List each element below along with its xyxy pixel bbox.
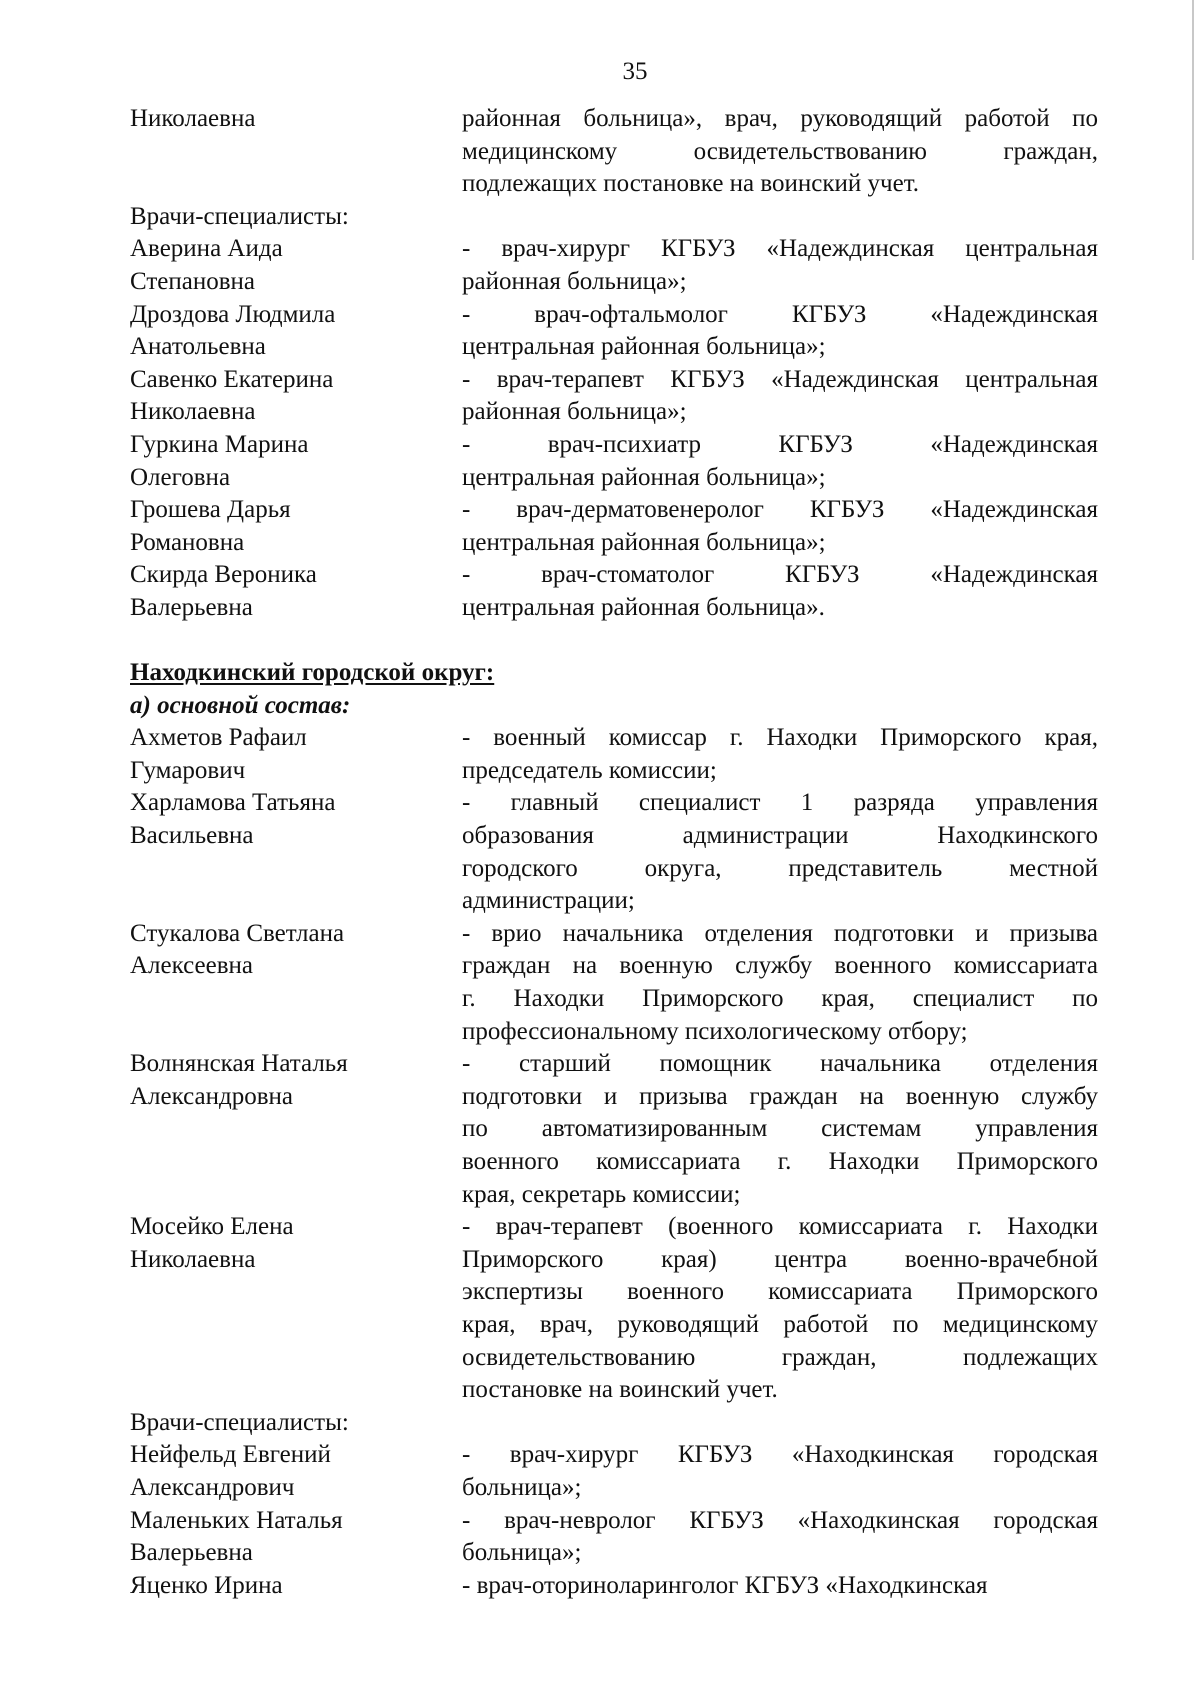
- desc-line: больница»;: [462, 1539, 582, 1567]
- entry-row: [130, 233, 1098, 298]
- name-line: Олеговна: [130, 463, 231, 491]
- name-line: Валерьевна: [130, 593, 253, 621]
- desc-line: края, секретарь комиссии;: [462, 1180, 741, 1208]
- name-line: Гуркина Марина: [130, 430, 309, 458]
- entry-row: [130, 787, 1098, 917]
- entry-continuation: [130, 103, 1098, 201]
- name-line: Николаевна: [130, 1245, 256, 1273]
- entry-description: [462, 918, 1098, 1048]
- entry-description: [462, 1439, 1098, 1504]
- desc-line: постановке на воинский учет.: [462, 1376, 778, 1404]
- name-line: Харламова Татьяна: [130, 789, 336, 817]
- entry-name: [130, 559, 462, 624]
- entry-row: [130, 429, 1098, 494]
- entry-name: [130, 233, 462, 298]
- desc-line: экспертизы военного комиссариата Приморского: [462, 1278, 1098, 1306]
- name-line: Стукалова Светлана: [130, 919, 345, 947]
- entry-row: [130, 1505, 1098, 1570]
- name-line: Савенко Екатерина: [130, 365, 334, 393]
- desc-line: военного комиссариата г. Находки Приморского: [462, 1148, 1098, 1175]
- desc-line: образования администрации Находкинского: [462, 822, 1098, 850]
- desc-line: - врач-офтальмолог КГБУЗ «Надеждинская: [462, 300, 1098, 328]
- entry-description: [462, 559, 1098, 624]
- desc-line: - врач-хирург КГБУЗ «Надеждинская центральная: [462, 235, 1098, 263]
- desc-line: - старший помощник начальника отделения: [462, 1050, 1098, 1078]
- desc-line: председатель комиссии;: [462, 756, 717, 784]
- name-line: Маленьких Наталья: [130, 1506, 343, 1534]
- entry-row: [130, 1211, 1098, 1407]
- name-line: Степановна: [130, 267, 255, 295]
- desc-line: подготовки и призыва граждан на военную службу: [462, 1082, 1098, 1110]
- desc-line: подлежащих постановке на воинский учет.: [462, 170, 920, 198]
- entry-name: [130, 787, 462, 852]
- entry-row: [130, 1439, 1098, 1504]
- entry-description: [462, 1048, 1098, 1211]
- name-line: Аверина Аида: [130, 235, 283, 263]
- entry-description: [462, 787, 1098, 917]
- name-line: Грошева Дарья: [130, 496, 291, 524]
- entry-name: [130, 1505, 462, 1570]
- entry-description: [462, 494, 1098, 559]
- desc-line: - врио начальника отделения подготовки и призыва: [462, 919, 1098, 947]
- specialists-label: Врачи-специалисты:: [130, 1408, 349, 1436]
- entry-row: [130, 494, 1098, 559]
- entry-description: [462, 1505, 1098, 1570]
- specialists-label-row: [130, 201, 1098, 234]
- desc-line: центральная районная больница»;: [462, 333, 826, 361]
- specialists-label: Врачи-специалисты:: [130, 202, 349, 230]
- name-line: Романовна: [130, 528, 245, 556]
- specialists-list: [130, 1439, 1098, 1602]
- entry-description: [462, 429, 1098, 494]
- name-line: Волнянская Наталья: [130, 1050, 348, 1078]
- page-number: 35: [622, 58, 648, 85]
- specialists-list: [130, 233, 1098, 624]
- spacer: [130, 625, 1098, 658]
- entry-name: [130, 494, 462, 559]
- desc-line: профессиональному психологическому отбору;: [462, 1017, 968, 1045]
- members-list: [130, 722, 1098, 1406]
- entry-row: [130, 559, 1098, 624]
- entry-description: [462, 233, 1098, 298]
- name-line: Мосейко Елена: [130, 1213, 294, 1241]
- name-line: Анатольевна: [130, 333, 266, 361]
- name-line: Скирда Вероника: [130, 561, 317, 589]
- entry-description: [462, 722, 1098, 787]
- name-line: Дроздова Людмила: [130, 300, 336, 328]
- desc-line: - врач-дерматовенеролог КГБУЗ «Надеждинская: [462, 496, 1098, 524]
- name-line: Александровна: [130, 1082, 294, 1110]
- entry-row: [130, 299, 1098, 364]
- desc-line: - главный специалист 1 разряда управления: [462, 789, 1098, 817]
- name-line: Ахметов Рафаил: [130, 724, 307, 752]
- desc-line: - врач-терапевт КГБУЗ «Надеждинская центральная: [462, 365, 1098, 393]
- section-subtitle-row: [130, 690, 1098, 723]
- entry-name: [130, 103, 462, 136]
- scan-edge-line: [1192, 0, 1194, 260]
- entry-name: [130, 722, 462, 787]
- entry-row: [130, 722, 1098, 787]
- entry-description: [462, 299, 1098, 364]
- desc-line: освидетельствованию граждан, подлежащих: [462, 1343, 1098, 1371]
- desc-line: центральная районная больница».: [462, 593, 825, 621]
- desc-line: г. Находки Приморского края, специалист по: [462, 985, 1098, 1013]
- desc-line: - военный комиссар г. Находки Приморского края,: [462, 724, 1098, 752]
- entry-description: [462, 1211, 1098, 1407]
- desc-line: Приморского края) центра военно-врачебной: [462, 1245, 1098, 1273]
- entry-name: [130, 364, 462, 429]
- name-line: Александрович: [130, 1473, 295, 1501]
- desc-line: районная больница»;: [462, 398, 687, 426]
- name-line: Валерьевна: [130, 1539, 253, 1567]
- desc-line: - врач-стоматолог КГБУЗ «Надеждинская: [462, 561, 1098, 589]
- section-title: Находкинский городской округ:: [130, 659, 495, 687]
- desc-line: - врач-психиатр КГБУЗ «Надеждинская: [462, 430, 1098, 458]
- document-body: [130, 103, 1098, 1602]
- desc-line: городского округа, представитель местной: [462, 854, 1098, 882]
- entry-name: [130, 1211, 462, 1276]
- name-line: Николаевна: [130, 105, 256, 132]
- entry-row: [130, 1570, 1098, 1603]
- entry-row: [130, 1048, 1098, 1211]
- desc-line: администрации;: [462, 887, 635, 915]
- name-line: Николаевна: [130, 398, 256, 426]
- name-line: Васильевна: [130, 822, 254, 850]
- section-title-row: [130, 657, 1098, 690]
- entry-description: [462, 1570, 1098, 1603]
- entry-description: [462, 364, 1098, 429]
- desc-line: края, врач, руководящий работой по медицинскому: [462, 1310, 1098, 1338]
- desc-line: больница»;: [462, 1473, 582, 1501]
- entry-description: [462, 103, 1098, 201]
- entry-row: [130, 918, 1098, 1048]
- desc-line: центральная районная больница»;: [462, 528, 826, 556]
- entry-row: [130, 364, 1098, 429]
- desc-line: - врач-терапевт (военного комиссариата г. Находки: [462, 1213, 1098, 1241]
- name-line: Нейфельд Евгений: [130, 1441, 331, 1469]
- desc-line: районная больница»;: [462, 267, 687, 295]
- entry-name: [130, 299, 462, 364]
- desc-line: по автоматизированным системам управления: [462, 1115, 1098, 1143]
- desc-line: граждан на военную службу военного комиссариата: [462, 952, 1098, 980]
- desc-line: центральная районная больница»;: [462, 463, 826, 491]
- name-line: Гумарович: [130, 756, 246, 784]
- desc-line: районная больница», врач, руководящий работой по: [462, 105, 1098, 132]
- desc-line: - врач-невролог КГБУЗ «Находкинская городская: [462, 1506, 1098, 1534]
- desc-line: медицинскому освидетельствованию граждан,: [462, 137, 1098, 165]
- desc-line: - врач-хирург КГБУЗ «Находкинская городская: [462, 1441, 1098, 1469]
- desc-line: - врач-оториноларинголог КГБУЗ «Находкинская: [462, 1571, 988, 1599]
- name-line: Яценко Ирина: [130, 1571, 283, 1599]
- entry-name: [130, 429, 462, 494]
- entry-name: [130, 1570, 462, 1603]
- entry-name: [130, 918, 462, 983]
- entry-name: [130, 1048, 462, 1113]
- entry-name: [130, 1439, 462, 1504]
- specialists-label-row: [130, 1407, 1098, 1440]
- name-line: Алексеевна: [130, 952, 254, 980]
- section-subtitle: а) основной состав:: [130, 691, 351, 719]
